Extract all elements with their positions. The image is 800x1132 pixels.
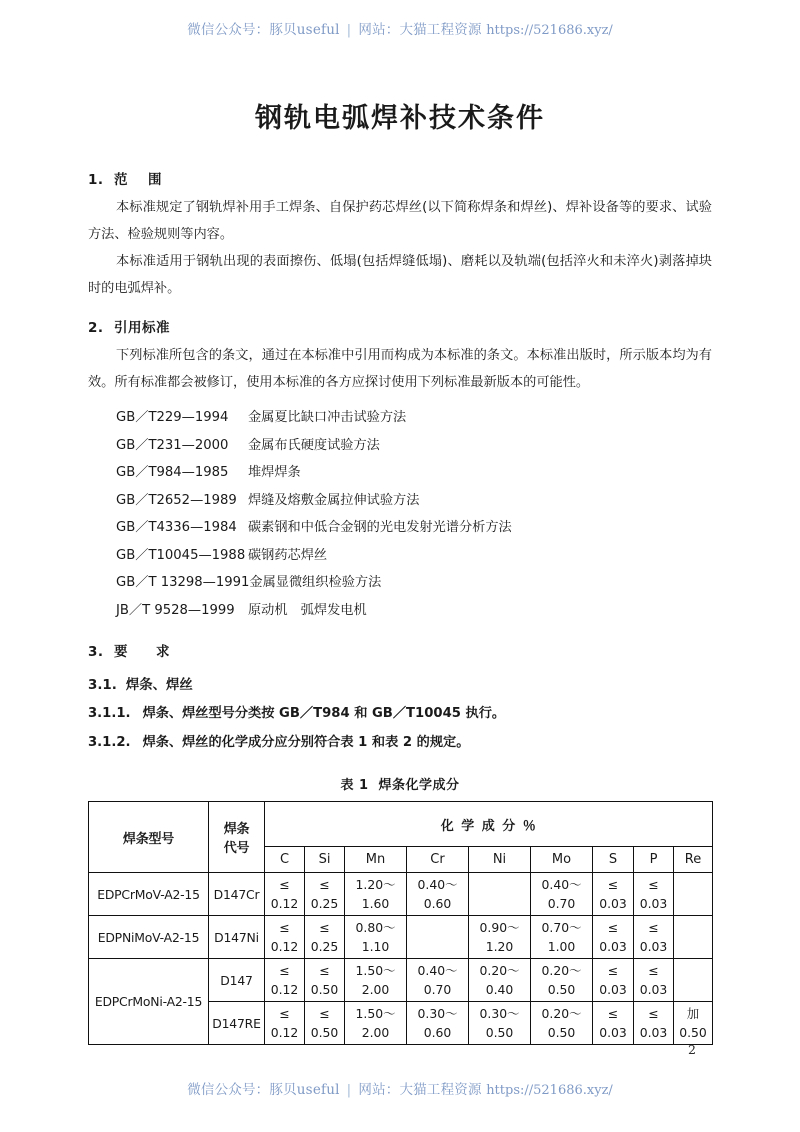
standard-code: GB／T229—1994 — [116, 410, 229, 425]
watermark-wechat-name: 豚贝useful — [269, 1082, 340, 1098]
table-header-element-cr: Cr — [407, 847, 469, 873]
cell-line1: ≤ — [279, 920, 290, 935]
section-3-heading — [88, 640, 712, 660]
watermark-site-label: 网站： — [358, 1082, 400, 1098]
watermark-wechat-name: 豚贝useful — [269, 22, 340, 38]
cell-line2: 0.03 — [639, 896, 668, 911]
standard-code: GB／T 13298—1991 — [116, 575, 250, 590]
cell-line2: 0.50 — [485, 1025, 514, 1040]
cell-line2: 0.03 — [639, 939, 668, 954]
cell-mn — [345, 959, 407, 1002]
cell-cr — [407, 873, 469, 916]
table-header-element-c: C — [265, 847, 305, 873]
watermark-wechat-label: 微信公众号： — [187, 22, 270, 38]
section-3-title: 要 求 — [114, 644, 170, 660]
cell-mn — [345, 916, 407, 959]
cell-line1: ≤ — [279, 877, 290, 892]
cell-line1: ≤ — [607, 920, 619, 935]
cell-line2: 2.00 — [361, 1025, 390, 1040]
cell-code: D147Cr — [209, 873, 265, 916]
referenced-standards-list — [88, 404, 712, 624]
cell-c — [265, 1002, 305, 1045]
cell-line1: ≤ — [279, 1006, 290, 1021]
cell-si — [305, 1002, 345, 1045]
table-header-element-si: Si — [305, 847, 345, 873]
cell-line1: 0.30～ — [417, 1006, 458, 1021]
watermark-site-name: 大猫工程资源 — [399, 22, 482, 38]
list-item — [88, 404, 712, 432]
standard-name: 金属显微组织检验方法 — [249, 575, 382, 590]
page-title: 钢轨电弧焊补技术条件 — [255, 103, 545, 134]
cell-line2: 0.50 — [310, 982, 339, 997]
cell-line2: 0.40 — [485, 982, 514, 997]
cell-s — [593, 873, 634, 916]
page-number: 2 — [688, 1042, 696, 1057]
standard-code: GB／T4336—1984 — [116, 520, 237, 535]
cell-line2: 0.12 — [270, 1025, 299, 1040]
table-header-code-line2: 代号 — [223, 841, 250, 856]
watermark-url[interactable]: https://521686.xyz/ — [486, 23, 613, 38]
group-part-3: 分 — [502, 818, 516, 834]
watermark-separator: | — [346, 22, 352, 38]
table-electrode-chemical-composition — [88, 801, 713, 1045]
cell-line2: 1.60 — [361, 896, 390, 911]
cell-re — [674, 1002, 713, 1045]
table-header-model: 焊条型号 — [89, 802, 209, 873]
cell-line1: 0.40～ — [541, 877, 582, 892]
watermark-wechat-label: 微信公众号： — [187, 1082, 270, 1098]
cell-line2: 2.00 — [361, 982, 390, 997]
watermark-site-label: 网站： — [358, 22, 400, 38]
cell-mo — [531, 959, 593, 1002]
cell-model: EDPCrMoNi-A2-15 — [89, 959, 209, 1045]
table-header-element-s: S — [593, 847, 634, 873]
cell-ni — [469, 916, 531, 959]
group-part-2: 成 — [481, 818, 496, 834]
section-1-title-char2: 围 — [148, 172, 162, 188]
table-1-caption — [88, 774, 712, 793]
standard-code: GB／T231—2000 — [116, 437, 229, 453]
cell-line2: 1.00 — [547, 939, 576, 954]
cell-cr — [407, 959, 469, 1002]
section-3-1-2-text: 焊条、焊丝的化学成分应分别符合表 1 和表 2 的规定。 — [142, 734, 470, 750]
section-3-1-2 — [88, 729, 712, 758]
list-item — [88, 432, 712, 460]
cell-line2: 0.25 — [310, 896, 339, 911]
table-header-composition-group — [265, 802, 713, 847]
cell-code: D147RE — [209, 1002, 265, 1045]
cell-line2: 0.03 — [639, 1025, 668, 1040]
standard-name: 金属夏比缺口冲击试验方法 — [248, 410, 407, 425]
cell-ni — [469, 873, 531, 916]
section-3-1-1-number: 3.1.1. — [88, 706, 131, 721]
cell-line1: 0.20～ — [541, 1006, 582, 1021]
cell-line1: 1.50～ — [355, 1006, 396, 1021]
list-item — [88, 542, 712, 570]
watermark-url[interactable]: https://521686.xyz/ — [486, 1083, 613, 1098]
cell-line1: ≤ — [648, 1006, 659, 1021]
list-item — [88, 514, 712, 542]
cell-code: D147Ni — [209, 916, 265, 959]
table-header-code-line1: 焊条 — [223, 822, 250, 837]
section-3-1-heading — [88, 672, 712, 700]
cell-mn — [345, 873, 407, 916]
cell-line1: ≤ — [648, 963, 659, 978]
cell-si — [305, 916, 345, 959]
section-2-heading — [88, 316, 712, 336]
table-1-caption-label: 表 1 — [340, 778, 369, 793]
section-2-number: 2. — [88, 320, 104, 336]
cell-line2: 0.12 — [270, 982, 299, 997]
cell-si — [305, 959, 345, 1002]
table-header-element-mn: Mn — [345, 847, 407, 873]
standard-name: 金属布氏硬度试验方法 — [248, 437, 380, 453]
section-3-number: 3. — [88, 644, 104, 660]
group-part-4: ％ — [522, 818, 537, 834]
cell-model: EDPCrMoV-A2-15 — [89, 873, 209, 916]
table-header-element-mo: Mo — [531, 847, 593, 873]
watermark-site-name: 大猫工程资源 — [399, 1082, 482, 1098]
cell-line2: 0.50 — [547, 982, 576, 997]
section-3-1-number: 3.1. — [88, 678, 117, 693]
cell-line1: ≤ — [319, 963, 330, 978]
cell-line2: 0.50 — [679, 1025, 707, 1040]
cell-line2: 0.03 — [599, 896, 627, 911]
cell-s — [593, 1002, 634, 1045]
cell-line2: 0.70 — [547, 896, 576, 911]
standard-name: 碳素钢和中低合金钢的光电发射光谱分析方法 — [248, 520, 512, 535]
cell-line2: 0.60 — [423, 1025, 452, 1040]
cell-line2: 0.03 — [599, 939, 627, 954]
cell-re — [674, 916, 713, 959]
table-row — [89, 873, 713, 916]
cell-mn — [345, 1002, 407, 1045]
cell-line1: ≤ — [607, 1006, 619, 1021]
cell-line1: ≤ — [319, 920, 330, 935]
cell-line1: ≤ — [648, 877, 659, 892]
cell-c — [265, 959, 305, 1002]
cell-line2: 0.03 — [639, 982, 668, 997]
cell-line1: 0.20～ — [541, 963, 582, 978]
section-1-number: 1. — [88, 172, 104, 188]
cell-si — [305, 873, 345, 916]
section-3-1-2-number: 3.1.2. — [88, 734, 131, 750]
section-3-1-1 — [88, 700, 712, 729]
list-item — [88, 459, 712, 487]
cell-line1: ≤ — [648, 920, 659, 935]
cell-line1: 0.70～ — [541, 920, 582, 935]
cell-line2: 0.12 — [270, 939, 299, 954]
cell-re — [674, 959, 713, 1002]
cell-line1: ≤ — [607, 963, 619, 978]
standard-code: JB／T 9528—1999 — [116, 602, 235, 618]
cell-p — [634, 916, 674, 959]
cell-mo — [531, 916, 593, 959]
cell-line1: ≤ — [319, 877, 330, 892]
cell-p — [634, 1002, 674, 1045]
cell-p — [634, 959, 674, 1002]
cell-line1: 加 — [686, 1006, 700, 1021]
standard-name: 原动机 弧焊发电机 — [248, 602, 367, 618]
table-row — [89, 959, 713, 1002]
standard-name: 堆焊焊条 — [248, 465, 301, 480]
cell-line2: 0.03 — [599, 1025, 627, 1040]
cell-mo — [531, 873, 593, 916]
cell-line1: ≤ — [319, 1006, 330, 1021]
group-part-0: 化 — [440, 818, 455, 834]
cell-line2: 1.20 — [485, 939, 514, 954]
cell-line1: 0.40～ — [417, 877, 458, 892]
cell-line2: 0.12 — [270, 896, 299, 911]
table-header-code — [209, 802, 265, 873]
cell-code: D147 — [209, 959, 265, 1002]
header-watermark — [0, 18, 800, 38]
cell-line2: 0.03 — [599, 982, 627, 997]
section-1-paragraph-2: 本标准适用于钢轨出现的表面擦伤、低塌(包括焊缝低塌)、磨耗以及轨端(包括淬火和未淬火)剥落掉块时的电弧焊补。 — [88, 254, 712, 296]
standard-name: 碳钢药芯焊丝 — [248, 547, 328, 563]
cell-model: EDPNiMoV-A2-15 — [89, 916, 209, 959]
cell-cr — [407, 1002, 469, 1045]
cell-c — [265, 873, 305, 916]
table-header-element-re: Re — [674, 847, 713, 873]
cell-line2: 0.50 — [310, 1025, 339, 1040]
section-2-title: 引用标准 — [114, 320, 170, 336]
cell-s — [593, 959, 634, 1002]
table-1-caption-title: 焊条化学成分 — [378, 778, 460, 793]
list-item — [88, 597, 712, 625]
cell-line1: 0.90～ — [479, 920, 520, 935]
cell-ni — [469, 959, 531, 1002]
cell-line1: 0.40～ — [417, 963, 458, 978]
cell-line2: 1.10 — [361, 939, 390, 954]
cell-line1: 1.50～ — [355, 963, 396, 978]
section-3-1-1-text: 焊条、焊丝型号分类按 GB／T984 和 GB／T10045 执行。 — [142, 706, 506, 721]
cell-line1: ≤ — [279, 963, 290, 978]
cell-mo — [531, 1002, 593, 1045]
table-row — [89, 916, 713, 959]
cell-line1: 0.20～ — [479, 963, 520, 978]
group-part-1: 学 — [461, 818, 475, 834]
standard-code: GB／T984—1985 — [116, 465, 229, 480]
table-header-element-ni: Ni — [469, 847, 531, 873]
cell-line2: 0.60 — [423, 896, 452, 911]
cell-line1: 0.30～ — [479, 1006, 520, 1021]
cell-line1: ≤ — [607, 877, 619, 892]
document-body — [88, 168, 712, 1045]
cell-p — [634, 873, 674, 916]
section-1-paragraph-1: 本标准规定了钢轨焊补用手工焊条、自保护药芯焊丝(以下简称焊条和焊丝)、焊补设备等的要求、试验方法、检验规则等内容。 — [88, 200, 712, 242]
list-item — [88, 487, 712, 515]
cell-cr — [407, 916, 469, 959]
cell-ni — [469, 1002, 531, 1045]
section-3-1-title: 焊条、焊丝 — [125, 678, 193, 693]
cell-s — [593, 916, 634, 959]
table-header-element-p: P — [634, 847, 674, 873]
cell-line2: 0.50 — [547, 1025, 576, 1040]
standard-name: 焊缝及熔敷金属拉伸试验方法 — [248, 492, 420, 508]
cell-line1: 0.80～ — [355, 920, 396, 935]
cell-c — [265, 916, 305, 959]
footer-watermark — [0, 1078, 800, 1098]
watermark-separator: | — [346, 1082, 352, 1098]
cell-line2: 0.70 — [423, 982, 452, 997]
list-item — [88, 569, 712, 597]
section-1-heading — [88, 168, 712, 188]
cell-re — [674, 873, 713, 916]
standard-code: GB／T10045—1988 — [116, 547, 246, 563]
standard-code: GB／T2652—1989 — [116, 492, 237, 508]
cell-line2: 0.25 — [310, 939, 339, 954]
section-2-paragraph-1: 下列标准所包含的条文，通过在本标准中引用而构成为本标准的条文。本标准出版时，所示版本均为有效。所有标准都会被修订，使用本标准的各方应探讨使用下列标准最新版本的可能性。 — [88, 348, 712, 390]
cell-line1: 1.20～ — [355, 877, 396, 892]
section-1-title-char1: 范 — [114, 172, 128, 188]
